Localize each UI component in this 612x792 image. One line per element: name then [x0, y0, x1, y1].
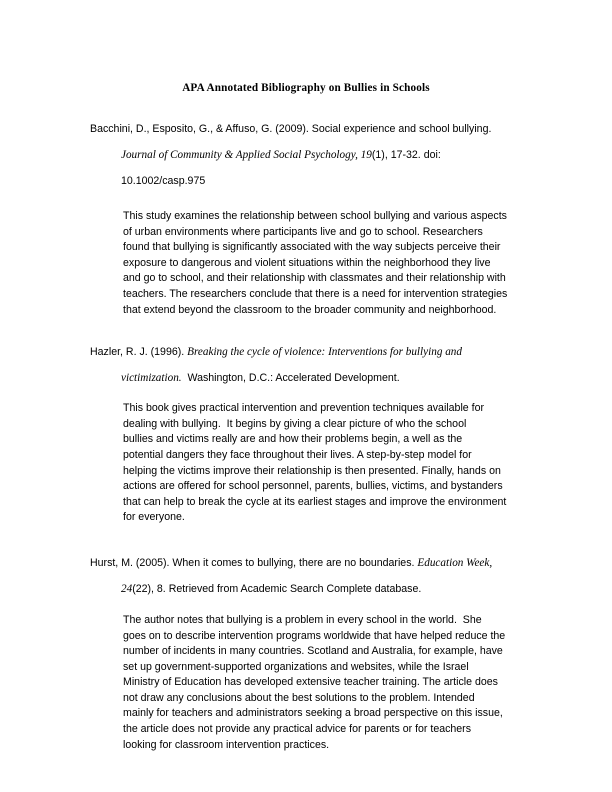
book-title-continued: victimization. [121, 372, 182, 385]
annotation-line: mainly for teachers and administrators seeking a broad perspective on this issue, [123, 707, 503, 720]
citation-bacchini [0, 116, 612, 194]
annotation-line: and go to school, and their relationship with classmates and their relationship with [123, 272, 506, 285]
citation-volume-pages: (1), 17-32. doi: [371, 149, 441, 161]
bibliography-entry-hazler [0, 318, 612, 526]
citation-hazler [0, 339, 612, 391]
annotation-line: set up government-supported organizations and websites, while the Israel [123, 660, 469, 673]
annotation-line: teachers. The researchers conclude that there is a need for intervention strategies [123, 287, 508, 300]
annotation-line: The author notes that bullying is a problem in every school in the world. She [123, 613, 482, 626]
annotation-line: This study examines the relationship between school bullying and various aspects [123, 210, 507, 222]
page-title: APA Annotated Bibliography on Bullies in Schools [182, 82, 430, 94]
citation-publisher: Washington, D.C.: Accelerated Development. [181, 372, 400, 385]
annotation-line: found that bullying is significantly associated with the way subjects perceive their [123, 241, 501, 254]
annotation-line: helping the victims improve their relationship is then presented. Finally, hands on [123, 464, 501, 477]
citation-text: Bacchini, D., Esposito, G., & Affuso, G. (2009). Social experience and school bullying. [90, 123, 492, 135]
annotation-line: bullies and victims really are and how their problems begin, a well as the [123, 433, 463, 446]
annotation-line: of urban environments where participants live and go to school. Researchers [123, 225, 483, 238]
periodical-title: Education Week, [417, 556, 493, 569]
annotation-line: potential dangers they face throughout their lives. A step-by-step model for [123, 448, 472, 461]
citation-author-year-title: Hurst, M. (2005). When it comes to bullying, there are no boundaries. [90, 556, 418, 569]
journal-title: Journal of Community & Applied Social Psychology, 19 [121, 149, 372, 161]
annotation-line: goes on to describe intervention programs worldwide that have helped reduce the [123, 629, 506, 642]
annotation-line: This book gives practical intervention and prevention techniques available for [123, 402, 484, 415]
annotation-line: dealing with bullying. It begins by giving a clear picture of who the school [123, 417, 467, 430]
bibliography-entry-bacchini [0, 94, 612, 318]
bibliography-entry-hurst [0, 526, 612, 753]
book-title: Breaking the cycle of violence: Interventions for bullying and [187, 346, 462, 359]
citation-line-1 [90, 116, 518, 142]
citation-line-2 [90, 142, 518, 168]
citation-retrieval: (22), 8. Retrieved from Academic Search Complete database. [132, 582, 422, 595]
annotation-line: exposure to dangerous and violent situations within the neighborhood they live [123, 256, 491, 269]
citation-line-2 [90, 576, 518, 602]
citation-author-year: Hazler, R. J. (1996). [90, 346, 188, 359]
citation-hurst [0, 550, 612, 602]
annotation-line: actions are offered for school personnel, parents, bullies, victims, and bystanders [123, 480, 503, 493]
annotation-line: number of incidents in many countries. Scotland and Australia, for example, have [123, 645, 503, 658]
citation-line-2 [90, 365, 518, 391]
annotation-hurst [0, 602, 612, 753]
annotation-line: for everyone. [123, 511, 185, 524]
annotation-line: Ministry of Education has developed extensive teacher training. The article does [123, 676, 498, 689]
bibliography-entries [0, 94, 612, 753]
annotation-line: not draw any conclusions about the best solutions to the problem. Intended [123, 691, 475, 704]
annotation-hazler [0, 391, 612, 526]
annotation-bacchini [0, 194, 612, 318]
annotation-line: the article does not provide any practical advice for parents or for teachers [123, 723, 472, 736]
citation-line-3 [90, 168, 518, 194]
periodical-volume: 24 [121, 582, 133, 595]
annotation-line: looking for classroom intervention practices. [123, 738, 330, 751]
citation-line-1 [90, 550, 518, 576]
annotation-line: that can help to break the cycle at its earliest stages and improve the environment [123, 495, 507, 508]
citation-doi: 10.1002/casp.975 [121, 175, 206, 187]
annotation-line: that extend beyond the classroom to the broader community and neighborhood. [123, 303, 497, 316]
citation-line-1 [90, 339, 518, 365]
